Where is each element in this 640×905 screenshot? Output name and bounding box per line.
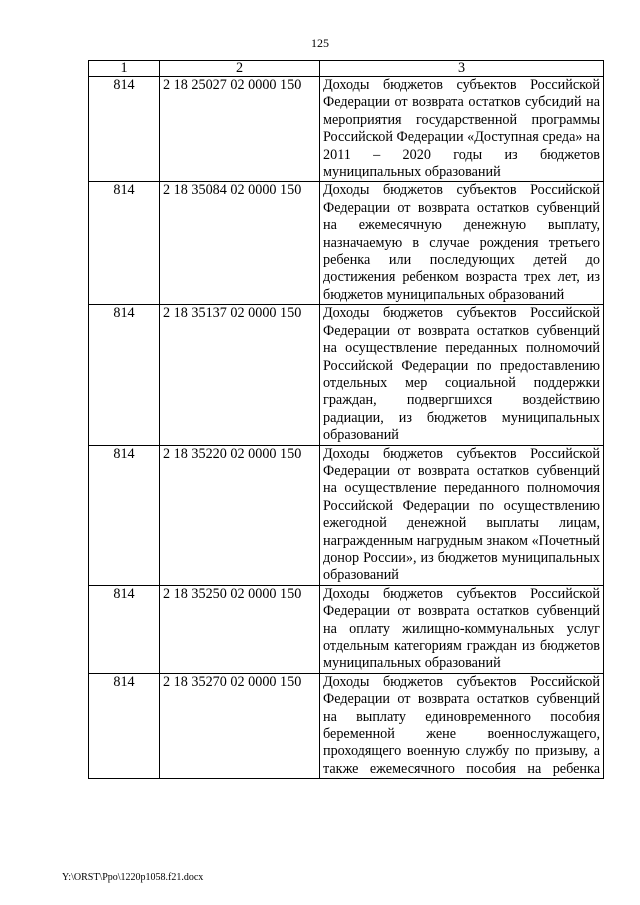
description-cell — [320, 673, 604, 778]
description-cell — [320, 305, 604, 445]
kbk-code-cell: 2 18 35220 02 0000 150 — [160, 445, 320, 585]
column-header-2: 2 — [160, 61, 320, 77]
description-text: Доходы бюджетов субъектов Российской Федерации от возврата остатков субвенций на ежемесячную денежную выплату, назначаемую в случае рождения третьего ребенка или последующих детей до достижения ребенком возраста трех лет, из бюджетов муниципальных образований — [323, 182, 600, 303]
description-cell — [320, 77, 604, 182]
admin-code-cell: 814 — [89, 305, 160, 445]
admin-code-cell: 814 — [89, 182, 160, 305]
description-cell — [320, 445, 604, 585]
table-header-row — [89, 61, 604, 77]
admin-code-cell: 814 — [89, 77, 160, 182]
table-row — [89, 182, 604, 305]
admin-code-cell: 814 — [89, 445, 160, 585]
table-row — [89, 445, 604, 585]
column-header-1: 1 — [89, 61, 160, 77]
description-text: Доходы бюджетов субъектов Российской Федерации от возврата остатков субвенций на оплату жилищно-коммунальных услуг отдельным категориям граждан из бюджетов муниципальных образований — [323, 585, 600, 672]
kbk-code-cell: 2 18 35084 02 0000 150 — [160, 182, 320, 305]
table-row — [89, 305, 604, 445]
table-row — [89, 77, 604, 182]
kbk-code-cell: 2 18 25027 02 0000 150 — [160, 77, 320, 182]
description-cell — [320, 182, 604, 305]
admin-code-cell: 814 — [89, 673, 160, 778]
description-text: Доходы бюджетов субъектов Российской Федерации от возврата остатков субвенций на осуществление переданных полномочий Российской Федерации по предоставлению отдельных мер социальной поддержки граждан, подвергшихся воздействию радиации, из бюджетов муниципальных образований — [323, 305, 600, 444]
page-number: 125 — [311, 36, 329, 50]
kbk-code-cell: 2 18 35250 02 0000 150 — [160, 585, 320, 673]
column-header-3: 3 — [320, 61, 604, 77]
table-row — [89, 673, 604, 778]
revenue-codes-table — [88, 60, 604, 779]
description-text: Доходы бюджетов субъектов Российской Федерации от возврата остатков субвенций на осуществление переданного полномочия Российской Федерации по осуществлению ежегодной денежной выплаты лицам, награжденным нагрудным знаком «Почетный донор России», из бюджетов муниципальных образований — [323, 445, 600, 584]
kbk-code-cell: 2 18 35137 02 0000 150 — [160, 305, 320, 445]
description-cell — [320, 585, 604, 673]
description-text: Доходы бюджетов субъектов Российской Федерации от возврата остатков субвенций на выплату единовременного пособия беременной жене военнослужащего, проходящего военную службу по призыву, а также ежемесячного пособия на ребенка — [323, 673, 600, 777]
table-row — [89, 585, 604, 673]
footer-file-path: Y:\ORST\Ppo\1220p1058.f21.docx — [62, 872, 204, 883]
admin-code-cell: 814 — [89, 585, 160, 673]
kbk-code-cell: 2 18 35270 02 0000 150 — [160, 673, 320, 778]
description-text: Доходы бюджетов субъектов Российской Федерации от возврата остатков субсидий на мероприятия государственной программы Российской Федерации «Доступная среда» на 2011 – 2020 годы из бюджетов муниципальных образований — [323, 77, 600, 181]
